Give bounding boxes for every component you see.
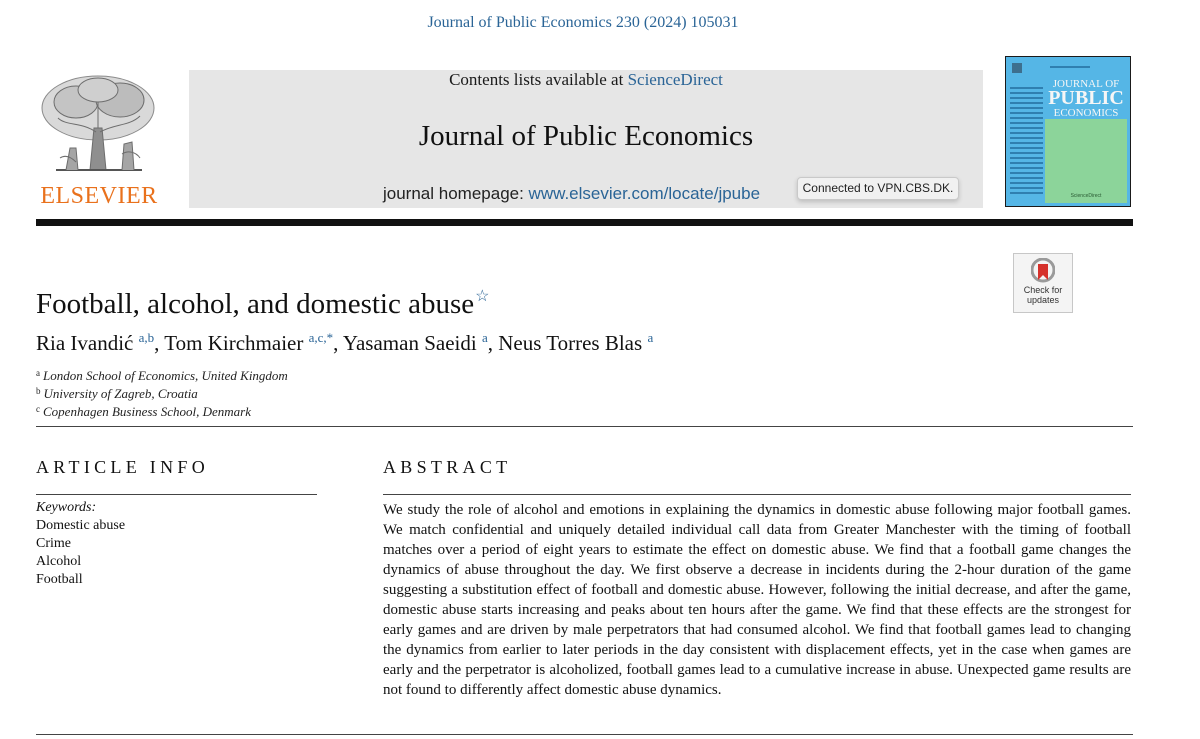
journal-homepage — [383, 184, 760, 204]
title-footnote-star[interactable]: ☆ — [475, 288, 490, 305]
affiliation-text: London School of Economics, United Kingdom — [43, 368, 288, 383]
author-separator: , — [333, 331, 343, 355]
affiliation-mark: b — [36, 386, 41, 396]
author-separator: , — [487, 331, 499, 355]
author-affiliation-marks[interactable]: a — [647, 330, 654, 345]
header-rule — [36, 219, 1133, 226]
author-name[interactable]: Tom Kirchmaier — [164, 331, 304, 355]
author-affiliation-marks[interactable]: a — [481, 330, 488, 345]
contents-availability — [189, 70, 983, 90]
article-info-heading: ARTICLE INFO — [36, 457, 210, 477]
check-updates-line1: Check for — [1023, 285, 1063, 295]
journal-citation[interactable]: Journal of Public Economics 230 (2024) 105031 — [427, 14, 739, 31]
author-affiliation-marks[interactable]: a,c,* — [308, 330, 334, 345]
check-updates-line2: updates — [1026, 295, 1060, 305]
article-title-text: Football, alcohol, and domestic abuse — [36, 288, 475, 320]
abstract-heading: ABSTRACT — [383, 457, 512, 477]
affiliation-mark: a — [36, 368, 40, 378]
keyword-item: Domestic abuse — [36, 518, 126, 533]
affiliation-item — [36, 400, 288, 418]
author-name[interactable]: Yasaman Saeidi — [342, 331, 477, 355]
article-title — [36, 286, 489, 321]
check-for-updates-button[interactable] — [1013, 253, 1073, 313]
keyword-item: Crime — [36, 536, 71, 551]
cover-title-line3: ECONOMICS — [1053, 107, 1119, 120]
affiliation-text: University of Zagreb, Croatia — [43, 386, 198, 401]
abstract-rule — [383, 494, 1131, 495]
abstract-bottom-rule — [36, 734, 1133, 735]
author-separator: , — [154, 331, 165, 355]
banner-journal-name[interactable]: Journal of Public Economics — [418, 120, 754, 152]
author-name[interactable]: Ria Ivandić — [36, 331, 134, 355]
elsevier-mini-logo-icon — [1010, 61, 1126, 75]
vpn-tooltip: Connected to VPN.CBS.DK. — [797, 177, 959, 200]
contents-prefix: Contents lists available at — [449, 70, 628, 89]
cover-green-panel — [1045, 119, 1127, 203]
section-divider — [36, 426, 1133, 427]
bookmark-update-icon — [1031, 258, 1055, 284]
cover-title — [1044, 79, 1128, 119]
homepage-link[interactable]: www.elsevier.com/locate/jpube — [528, 184, 761, 203]
elsevier-wordmark: ELSEVIER — [40, 183, 158, 209]
elsevier-logo[interactable] — [36, 72, 162, 210]
keyword-item: Football — [36, 572, 83, 587]
journal-cover-thumbnail[interactable] — [1005, 56, 1131, 207]
affiliations — [36, 364, 288, 418]
affiliation-mark: c — [36, 404, 40, 414]
abstract-text: We study the role of alcohol and emotions in explaining the dynamics in domestic abuse following major football games. We match confidential and uniquely detailed individual call data from Greater Manchester with the timing of football matches over a period of eight years to estimate the effect on domestic abuse. We find that a football game changes the dynamics of abuse throughout the day. We first observe a decrease in incidents during the 2-hour duration of the game suggesting a substitution effect of football and domestic abuse. However, following the initial decrease, and after the game, domestic abuse starts increasing and peaks about ten hours after the game. We find that these effects are the strongest for early games and are driven by male perpetrators that had consumed alcohol. We find that football games lead to changing the dynamics from earlier to later periods in the day consistent with displacement effects, yet in the case when games are early and the perpetrator is alcoholized, football games lead to a cumulative increase in abuse. Unexpected game results are not found to differently affect domestic abuse dynamics. — [383, 502, 1131, 698]
sciencedirect-link[interactable]: ScienceDirect — [627, 70, 723, 89]
cover-title-line2: PUBLIC — [1048, 87, 1124, 110]
author-affiliation-marks[interactable]: a,b — [138, 330, 155, 345]
elsevier-tree-icon — [36, 72, 162, 180]
cover-footer: ScienceDirect — [1070, 193, 1102, 199]
keywords-label: Keywords: — [36, 500, 97, 515]
affiliation-text: Copenhagen Business School, Denmark — [43, 404, 251, 419]
author-name[interactable]: Neus Torres Blas — [498, 331, 643, 355]
keyword-item: Alcohol — [36, 554, 82, 569]
affiliation-item — [36, 364, 288, 382]
affiliation-item — [36, 382, 288, 400]
keywords-list — [36, 499, 125, 589]
article-info-rule — [36, 494, 317, 495]
cover-title-line1: JOURNAL OF — [1052, 78, 1120, 90]
author-list — [36, 331, 653, 356]
cover-contents-list — [1010, 87, 1043, 197]
homepage-label: journal homepage: — [383, 184, 529, 203]
